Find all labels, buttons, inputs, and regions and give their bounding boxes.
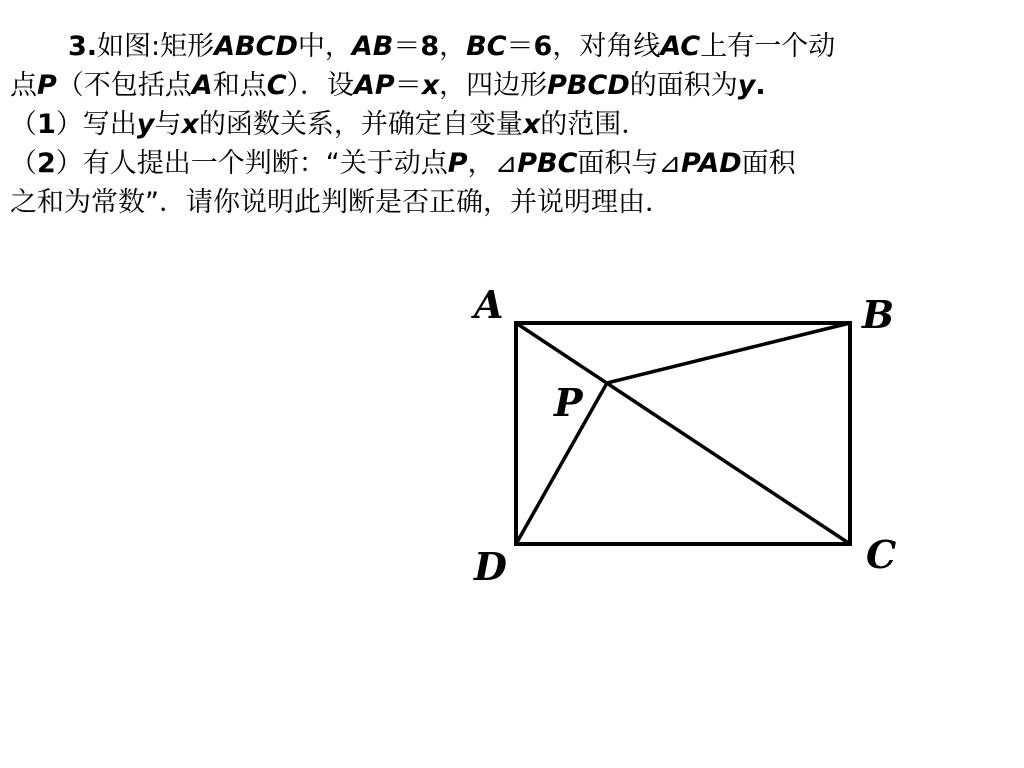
label-b: B xyxy=(862,292,895,337)
text-run: ， xyxy=(439,31,467,62)
text-run: C xyxy=(266,70,287,101)
diagonal-ac xyxy=(516,323,850,544)
text-run: ，对角线 xyxy=(552,31,661,62)
text-run: （不包括点 xyxy=(56,70,192,101)
text-run: 的范围． xyxy=(540,109,649,140)
text-run: A xyxy=(191,70,213,101)
text-run: 中， xyxy=(297,31,352,62)
text-run: x xyxy=(421,70,440,101)
text-run: x xyxy=(522,109,541,140)
text-run: BC xyxy=(466,31,507,62)
text-run: 与 xyxy=(154,109,182,140)
text-run: PBCD xyxy=(547,70,630,101)
text-run: 8 xyxy=(420,31,440,62)
text-run: ， xyxy=(467,148,495,179)
text-run: AP xyxy=(354,70,395,101)
text-run: 点 xyxy=(10,70,37,101)
text-run: AC xyxy=(660,31,701,62)
text-run: 1 xyxy=(37,109,56,140)
label-d: D xyxy=(474,544,507,589)
text-run: . xyxy=(755,70,766,101)
text-run: 如图:矩形 xyxy=(97,31,215,62)
text-run: ABCD xyxy=(214,31,298,62)
text-run: ＝ xyxy=(393,31,421,62)
text-run: 和点 xyxy=(212,70,267,101)
text-run: ⊿ xyxy=(658,148,682,179)
text-run: PBC xyxy=(517,148,578,179)
text-run: PAD xyxy=(681,148,742,179)
text-run: 之和为常数”．请你说明此判断是否正确，并说明理由． xyxy=(10,187,672,218)
text-run: （ xyxy=(10,148,37,179)
text-run: （ xyxy=(10,109,37,140)
text-run: P xyxy=(447,148,468,179)
text-run: ＝ xyxy=(394,70,422,101)
text-run: AB xyxy=(351,31,394,62)
text-run: ）写出 xyxy=(55,109,137,140)
text-run: 3. xyxy=(68,31,98,62)
text-run: 面积 xyxy=(741,148,796,179)
text-run: y xyxy=(136,109,155,140)
text-run: ）．设 xyxy=(286,70,355,101)
text-run: x xyxy=(181,109,199,140)
label-p: P xyxy=(554,380,583,425)
text-run: 6 xyxy=(533,31,553,62)
text-run: 上有一个动 xyxy=(700,31,836,62)
text-run: 的面积为 xyxy=(629,70,738,101)
text-run: ）有人提出一个判断：“关于动点 xyxy=(55,148,448,179)
label-c: C xyxy=(866,532,897,577)
text-run: 的函数关系，并确定自变量 xyxy=(198,109,523,140)
text-run: y xyxy=(737,70,756,101)
text-run: ⊿ xyxy=(494,148,518,179)
text-run: 2 xyxy=(37,148,56,179)
label-a: A xyxy=(474,282,504,327)
text-run: P xyxy=(37,70,57,101)
text-run: ，四边形 xyxy=(439,70,548,101)
text-run: ＝ xyxy=(506,31,534,62)
segment-pb xyxy=(607,323,850,383)
text-run: 面积与 xyxy=(577,148,659,179)
